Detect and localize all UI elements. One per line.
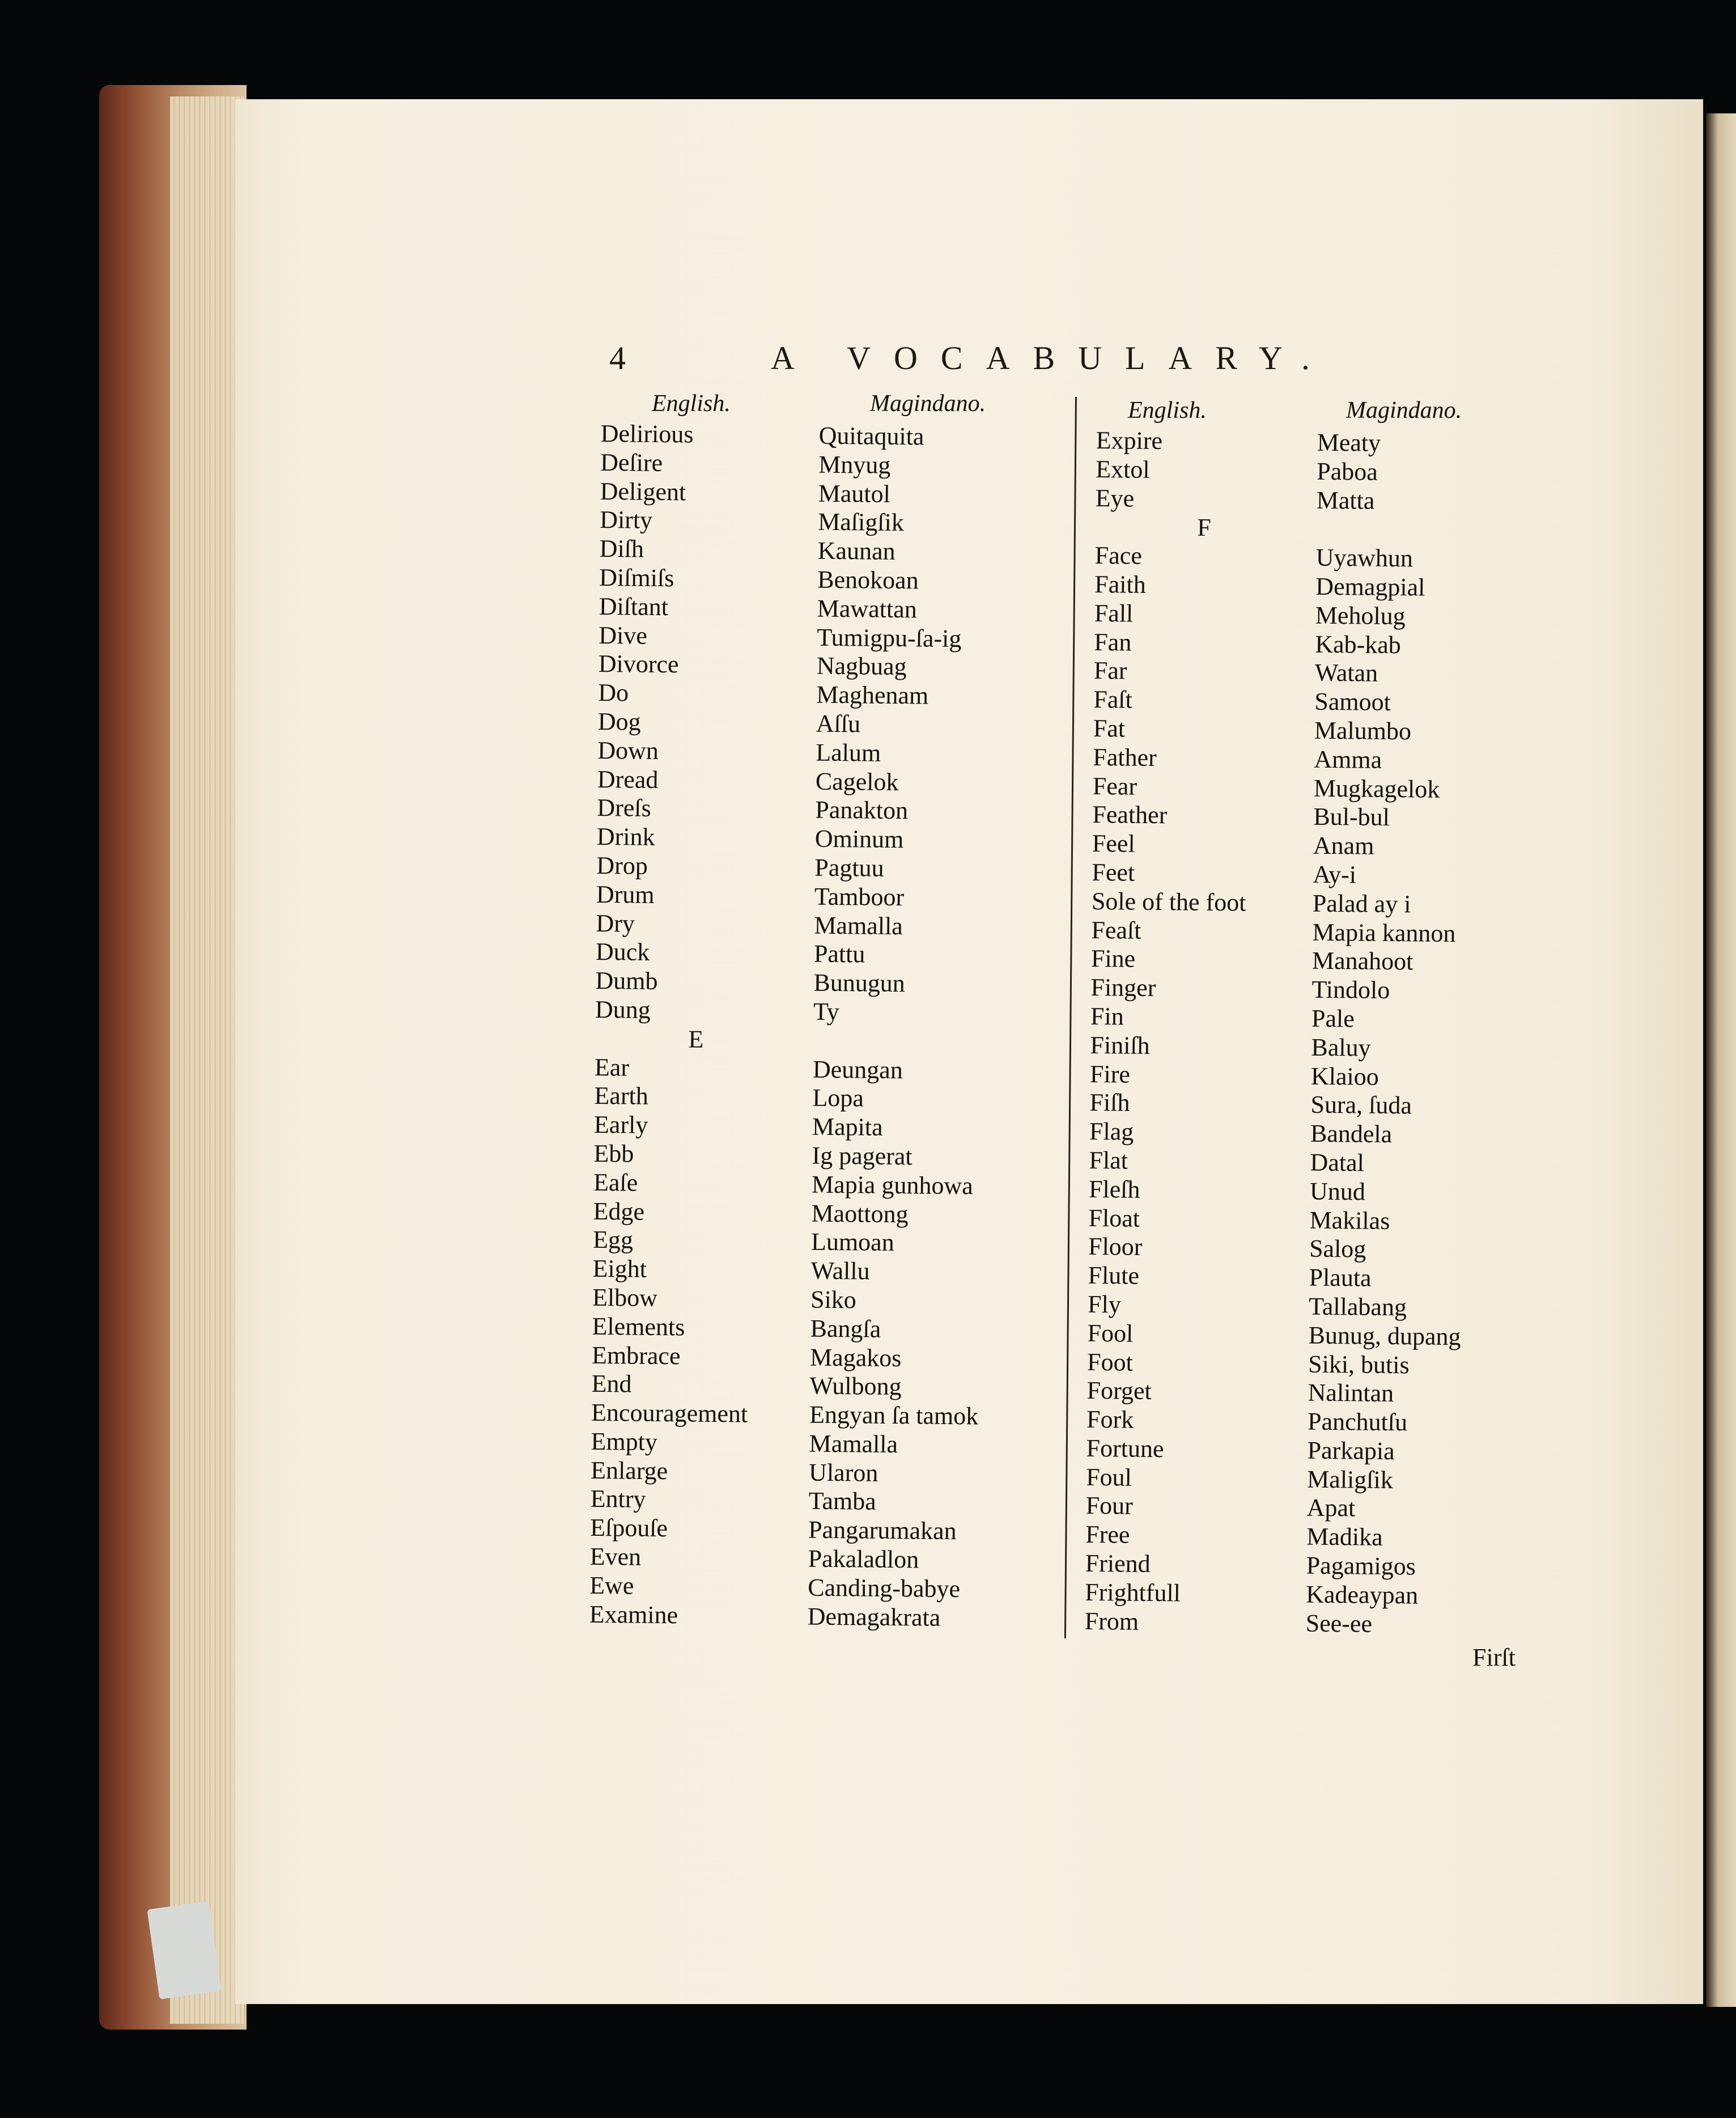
english-word: Drink — [596, 823, 655, 852]
magindano-word: Mautol — [818, 479, 891, 508]
english-word: Fool — [1087, 1319, 1134, 1348]
magindano-word: Tallabang — [1308, 1292, 1407, 1321]
english-word: Even — [589, 1542, 642, 1571]
magindano-word: Kab-kab — [1315, 630, 1402, 659]
magindano-word: Mawattan — [817, 594, 917, 624]
magindano-word: Demagpial — [1315, 572, 1425, 601]
magindano-word: Apat — [1306, 1494, 1356, 1522]
magindano-word: Tamba — [808, 1487, 877, 1516]
english-word: Extol — [1096, 455, 1150, 484]
english-word: Expire — [1096, 426, 1163, 455]
english-word: Dread — [597, 765, 659, 794]
english-word: Drop — [596, 851, 648, 880]
english-word: Flag — [1089, 1117, 1134, 1146]
english-word: Floor — [1088, 1232, 1143, 1261]
english-word: Delirious — [600, 420, 694, 448]
magindano-word: Mnyug — [818, 450, 891, 479]
english-word: Fine — [1090, 944, 1136, 973]
magindano-word: Uyawhun — [1315, 543, 1414, 573]
english-word: Examine — [589, 1600, 678, 1629]
magindano-word: Datal — [1310, 1148, 1365, 1177]
magindano-word: Pale — [1311, 1004, 1355, 1033]
english-word: Face — [1094, 541, 1143, 570]
magindano-word: Bul-bul — [1313, 803, 1390, 832]
magindano-word: Klaioo — [1310, 1062, 1380, 1091]
magindano-word: Siko — [810, 1285, 857, 1314]
magindano-word: Maghenam — [816, 680, 929, 710]
magindano-word: Makilas — [1309, 1206, 1390, 1235]
magindano-word: Pattu — [813, 939, 865, 968]
english-word: Flute — [1088, 1261, 1140, 1290]
english-word: Four — [1085, 1492, 1134, 1520]
english-word: Empty — [591, 1427, 658, 1456]
english-word: Eye — [1095, 484, 1135, 512]
book-page — [235, 99, 1703, 2004]
magindano-word: Kaunan — [817, 536, 895, 566]
english-word: Finiſh — [1090, 1031, 1150, 1060]
magindano-word: Mapia kannon — [1312, 918, 1456, 947]
magindano-word: Ty — [813, 997, 840, 1026]
english-word: Divorce — [598, 650, 679, 679]
magindano-word: Salog — [1309, 1234, 1366, 1263]
english-word: Faſt — [1093, 685, 1133, 714]
magindano-word: Magakos — [809, 1343, 902, 1372]
magindano-word: Manahoot — [1311, 947, 1414, 976]
magindano-word: Ularon — [808, 1458, 878, 1487]
english-word: Dirty — [600, 506, 653, 535]
magindano-word: Wallu — [810, 1256, 870, 1285]
english-word: Drum — [596, 880, 655, 909]
magindano-word: Watan — [1314, 659, 1378, 688]
magindano-word: Panchutſu — [1307, 1407, 1408, 1437]
english-word: Eight — [592, 1255, 647, 1283]
english-word: Fleſh — [1088, 1175, 1140, 1204]
english-word: Encouragement — [591, 1399, 748, 1428]
magindano-word: Meholug — [1315, 601, 1406, 630]
page-number: 4 — [609, 340, 626, 376]
english-word: Embrace — [591, 1341, 681, 1370]
english-word: Edge — [593, 1197, 645, 1226]
magindano-word: Cagelok — [815, 767, 899, 796]
magindano-word: Tindolo — [1311, 975, 1390, 1005]
magindano-word: Ig pagerat — [812, 1141, 912, 1171]
magindano-word: Samoot — [1314, 687, 1391, 717]
english-word: Deſire — [600, 448, 663, 477]
magindano-word: Baluy — [1311, 1033, 1371, 1062]
english-word: Diſh — [599, 535, 644, 563]
page-edges — [170, 96, 244, 2024]
english-word: Friend — [1085, 1549, 1151, 1578]
english-word: Feel — [1092, 829, 1135, 858]
catchword: Firſt — [1472, 1643, 1516, 1671]
magindano-word: Maottong — [811, 1199, 909, 1228]
magindano-word: Mamalla — [814, 911, 903, 940]
english-word: Finger — [1090, 973, 1156, 1002]
magindano-word: Pakaladlon — [808, 1544, 919, 1574]
english-word: Eſpouſe — [590, 1514, 668, 1543]
english-word: Enlarge — [590, 1456, 668, 1485]
english-word: Foul — [1085, 1463, 1132, 1492]
english-word: Down — [597, 736, 659, 765]
magindano-word: Lalum — [816, 738, 881, 767]
magindano-word: Aſſu — [816, 709, 861, 738]
english-word: Elbow — [592, 1283, 658, 1312]
english-word: Ewe — [589, 1571, 634, 1600]
english-word: Feet — [1092, 858, 1135, 887]
magindano-word: Lumoan — [810, 1227, 894, 1257]
english-word: Fortune — [1086, 1434, 1164, 1463]
magindano-word: Canding-babye — [808, 1573, 961, 1603]
english-word: Flat — [1089, 1146, 1128, 1175]
english-word: Dreſs — [597, 794, 651, 823]
english-word: Fear — [1092, 772, 1137, 800]
english-word: Father — [1093, 743, 1157, 772]
english-word: Do — [598, 679, 629, 707]
english-word: Fat — [1093, 714, 1126, 743]
right-english-header: English. — [1128, 397, 1207, 423]
english-word: Eaſe — [593, 1168, 638, 1197]
english-word: Entry — [590, 1485, 646, 1514]
magindano-word: Mapia gunhowa — [811, 1170, 974, 1200]
english-word: Feather — [1092, 800, 1168, 829]
magindano-word: Madika — [1306, 1522, 1383, 1552]
english-word: Earth — [594, 1082, 649, 1111]
english-word: Fiſh — [1089, 1088, 1130, 1117]
magindano-word: Maligſik — [1306, 1465, 1393, 1494]
left-magindano-header: Magindano. — [870, 391, 986, 417]
magindano-word: Maſigſik — [818, 508, 905, 537]
magindano-word: Tamboor — [814, 882, 905, 911]
magindano-word: Pangarumakan — [808, 1515, 957, 1545]
magindano-word: Tumigpu-ſa-ig — [817, 623, 962, 653]
magindano-word: Mapita — [812, 1112, 883, 1141]
english-word: Ear — [594, 1053, 630, 1082]
english-word: Fire — [1089, 1060, 1131, 1088]
english-word: Forget — [1086, 1376, 1152, 1405]
english-word: Egg — [592, 1226, 634, 1254]
english-word: Float — [1088, 1204, 1140, 1232]
running-head — [609, 339, 1380, 384]
english-word: Deligent — [600, 477, 686, 506]
magindano-word: Ominum — [814, 824, 904, 854]
english-word: Frightfull — [1085, 1578, 1181, 1607]
english-word: Free — [1085, 1520, 1130, 1549]
magindano-word: Nagbuag — [816, 652, 907, 681]
magindano-word: Kadeaypan — [1306, 1580, 1419, 1609]
english-word: Fork — [1086, 1405, 1134, 1434]
magindano-word: See-ee — [1305, 1609, 1373, 1638]
magindano-word: Bangſa — [810, 1314, 881, 1343]
english-word: Diſtant — [599, 592, 669, 621]
english-word: Duck — [595, 938, 650, 967]
magindano-word: Lopa — [812, 1083, 864, 1112]
english-word: From — [1084, 1607, 1139, 1636]
magindano-word: Mugkagelok — [1313, 774, 1440, 803]
paper-tab — [147, 1901, 221, 2000]
magindano-word: Nalintan — [1308, 1378, 1394, 1408]
magindano-word: Bunugun — [813, 968, 906, 998]
next-page-edge — [1706, 113, 1736, 2007]
magindano-word: Matta — [1316, 486, 1375, 515]
english-word: Fall — [1094, 599, 1134, 628]
magindano-word: Paboa — [1317, 457, 1378, 486]
english-word: Dry — [596, 909, 635, 938]
left-english-header: English. — [652, 391, 731, 417]
english-word: Faith — [1094, 570, 1147, 599]
page-title: A VOCABULARY. — [771, 340, 1333, 376]
magindano-word: Ay-i — [1313, 860, 1357, 889]
english-word: Far — [1093, 656, 1127, 685]
magindano-word: Bandela — [1310, 1119, 1393, 1149]
magindano-word: Engyan ſa tamok — [809, 1400, 979, 1430]
english-word: Dung — [595, 995, 651, 1024]
english-word: Dog — [597, 707, 641, 736]
magindano-word: Unud — [1309, 1177, 1366, 1206]
english-word: Feaſt — [1091, 916, 1141, 944]
magindano-word: Quitaquita — [818, 421, 924, 451]
english-word: Foot — [1086, 1348, 1134, 1376]
magindano-word: Sura, ſuda — [1310, 1091, 1412, 1120]
english-word: Fan — [1094, 628, 1132, 656]
magindano-word: Amma — [1314, 745, 1382, 774]
english-word: Dumb — [595, 967, 658, 996]
magindano-word: Panakton — [815, 796, 909, 825]
english-word: Elements — [592, 1312, 685, 1341]
english-word: Fin — [1090, 1002, 1124, 1031]
magindano-word: Malumbo — [1314, 716, 1412, 745]
english-word: End — [591, 1370, 632, 1398]
magindano-word: Pagtuu — [814, 853, 884, 882]
english-word: Sole of the foot — [1091, 887, 1246, 917]
magindano-word: Benokoan — [817, 565, 919, 595]
english-word: Early — [593, 1111, 648, 1139]
english-word: Fly — [1087, 1290, 1122, 1319]
magindano-word: Demagakrata — [807, 1602, 941, 1632]
section-letter: F — [1197, 514, 1212, 542]
english-word: Ebb — [593, 1139, 634, 1168]
magindano-word: Anam — [1313, 831, 1374, 860]
magindano-word: Wulbong — [809, 1371, 902, 1401]
english-word: Diſmiſs — [599, 563, 674, 592]
magindano-word: Mamalla — [809, 1429, 898, 1459]
magindano-word: Bunug, dupang — [1308, 1321, 1461, 1350]
magindano-word: Deungan — [812, 1055, 903, 1084]
magindano-word: Plauta — [1309, 1263, 1372, 1292]
magindano-word: Palad ay i — [1312, 889, 1411, 918]
magindano-word: Siki, butis — [1308, 1350, 1410, 1379]
magindano-word: Parkapia — [1307, 1436, 1395, 1465]
english-word: Dive — [599, 621, 648, 650]
magindano-word: Pagamigos — [1306, 1551, 1416, 1581]
right-magindano-header: Magindano. — [1346, 397, 1462, 423]
magindano-word: Meaty — [1317, 428, 1381, 457]
section-letter: E — [688, 1025, 704, 1053]
